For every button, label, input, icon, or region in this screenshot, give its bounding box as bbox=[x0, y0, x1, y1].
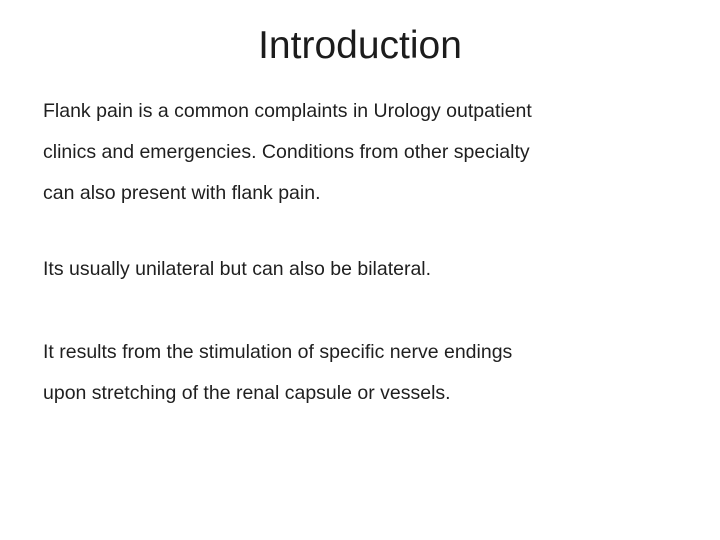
paragraph-line: can also present with flank pain. bbox=[43, 182, 321, 204]
paragraph-line: Flank pain is a common complaints in Urology outpatient bbox=[43, 100, 532, 122]
paragraph-line: upon stretching of the renal capsule or vessels. bbox=[43, 382, 451, 404]
paragraph-line: clinics and emergencies. Conditions from other specialty bbox=[43, 141, 530, 163]
paragraph-line: Its usually unilateral but can also be bilateral. bbox=[43, 258, 432, 280]
paragraph-laterality bbox=[43, 249, 683, 290]
slide-title: Introduction bbox=[258, 24, 462, 67]
paragraph-line: It results from the stimulation of specific nerve endings bbox=[43, 341, 513, 363]
paragraph-flank-pain-overview bbox=[43, 91, 683, 214]
paragraph-mechanism bbox=[43, 332, 683, 414]
